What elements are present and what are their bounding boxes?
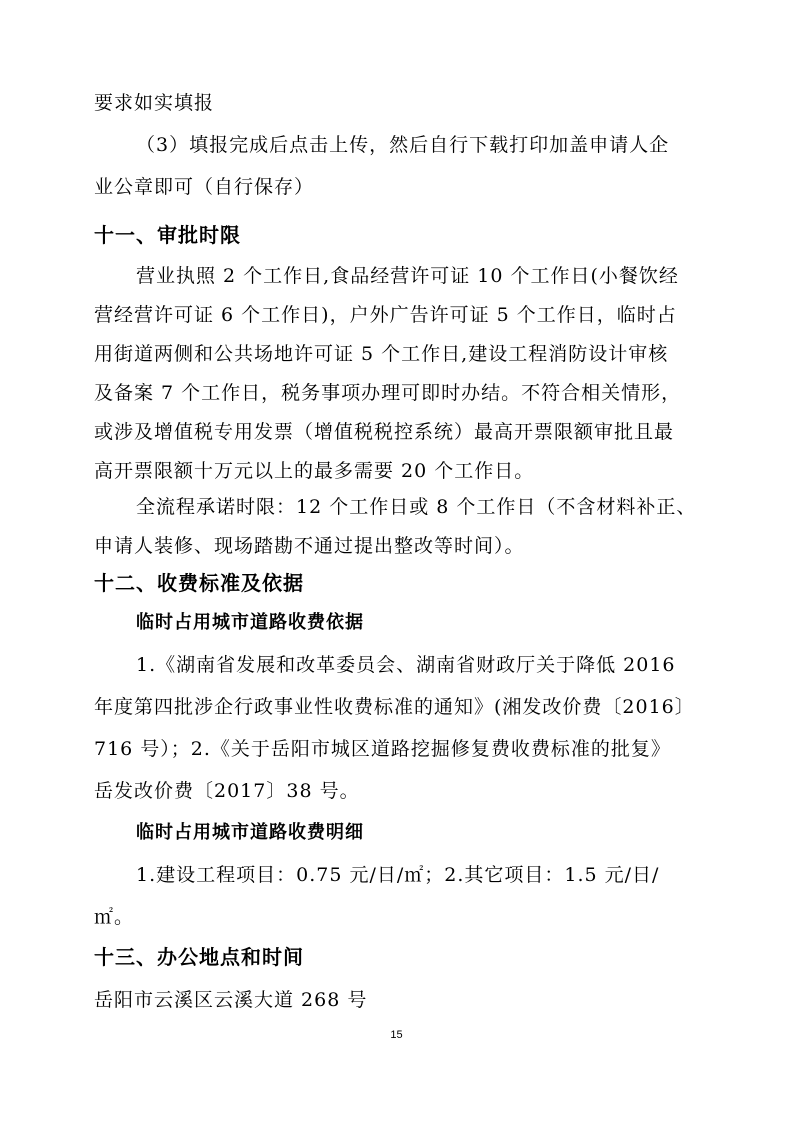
section-11-para1-line: 高开票限额十万元以上的最多需要 20 个工作日。 [94, 460, 535, 482]
office-address: 岳阳市云溪区云溪大道 268 号 [94, 989, 368, 1011]
fee-basis-line: 岳发改价费〔2017〕38 号。 [94, 780, 360, 802]
fee-detail-line: 1.建设工程项目：0.75 元/日/㎡；2.其它项目：1.5 元/日/ [136, 864, 660, 886]
fee-detail-line: ㎡。 [94, 906, 135, 928]
section-11-para1-line: 或涉及增值税专用发票（增值税税控系统）最高开票限额审批且最 [94, 421, 675, 443]
section-12-heading: 十二、收费标准及依据 [94, 571, 304, 595]
fee-detail-subheading: 临时占用城市道路收费明细 [136, 822, 364, 843]
section-13-heading: 十三、办公地点和时间 [94, 945, 304, 969]
section-11-heading: 十一、审批时限 [94, 223, 241, 247]
section-11-para2-line: 申请人装修、现场踏勘不通过提出整改等时间）。 [94, 535, 525, 557]
item-3-line-1: （3）填报完成后点击上传，然后自行下载打印加盖申请人企 [136, 134, 670, 156]
fee-basis-line: 1.《湖南省发展和改革委员会、湖南省财政厅关于降低 2016 [136, 654, 676, 676]
continuation-text: 要求如实填报 [94, 92, 215, 114]
page-number: 15 [390, 1029, 403, 1041]
section-11-para2-line: 全流程承诺时限：12 个工作日或 8 个工作日（不含材料补正、 [136, 496, 697, 518]
section-11-para1-line: 营业执照 2 个工作日,食品经营许可证 10 个工作日(小餐饮经 [136, 265, 679, 287]
fee-basis-line: 年度第四批涉企行政事业性收费标准的通知》(湘发改价费〔2016〕 [94, 696, 695, 718]
item-3-line-2: 业公章即可（自行保存） [94, 176, 315, 198]
section-11-para1-line: 营经营许可证 6 个工作日)，户外广告许可证 5 个工作日，临时占 [94, 304, 677, 326]
section-11-para1-line: 用街道两侧和公共场地许可证 5 个工作日,建设工程消防设计审核 [94, 343, 669, 365]
fee-basis-subheading: 临时占用城市道路收费依据 [136, 612, 364, 633]
fee-basis-line: 716 号）；2.《关于岳阳市城区道路挖掘修复费收费标准的批复》 [94, 738, 671, 760]
section-11-para1-line: 及备案 7 个工作日，税务事项办理可即时办结。不符合相关情形， [94, 382, 682, 404]
